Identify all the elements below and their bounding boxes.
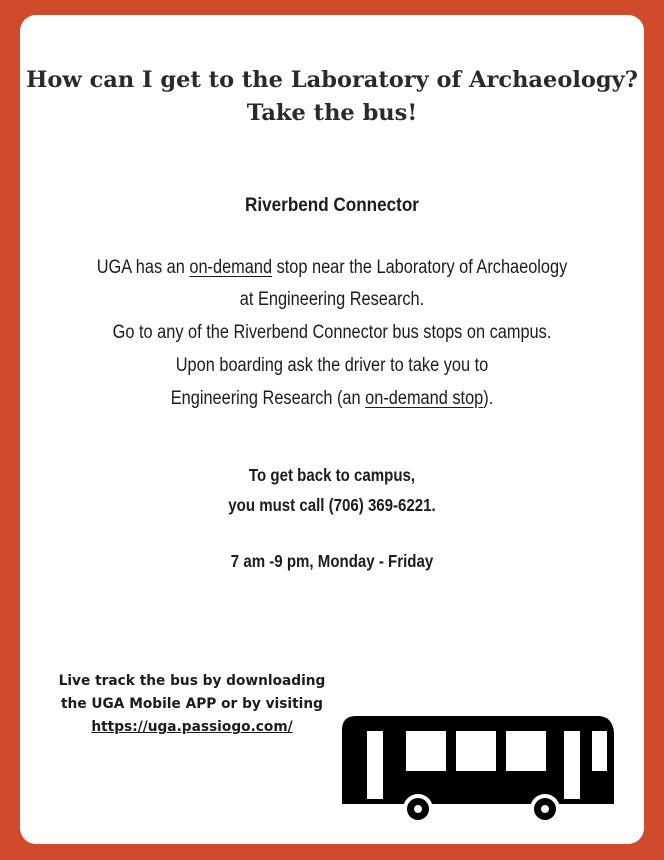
text-segment: UGA has an (96, 257, 190, 278)
text-segment: Engineering Research (an (170, 388, 366, 409)
route-description-line-4: Upon boarding ask the driver to take you to (175, 355, 489, 376)
footer-line-2: the UGA Mobile APP or by visiting (61, 696, 323, 712)
service-hours: 7 am -9 pm, Monday - Friday (230, 551, 434, 571)
text-segment: stop near the Laboratory of Archaeology (272, 257, 568, 278)
return-phone-line: you must call (706) 369-6221. (228, 495, 436, 515)
bus-icon (342, 716, 614, 826)
route-description-line-3: Go to any of the Riverbend Connector bus stops on campus. (112, 322, 552, 343)
page-subtitle: Take the bus! (246, 100, 418, 126)
on-demand-stop-term: on-demand stop (365, 388, 484, 409)
route-heading: Riverbend Connector (245, 195, 419, 216)
passiogo-link[interactable]: https://uga.passiogo.com/ (91, 719, 293, 735)
footer-line-1: Live track the bus by downloading (58, 673, 326, 689)
route-description-line-5 (46, 383, 617, 415)
page-title: How can I get to the Laboratory of Archaeology? (26, 67, 638, 93)
return-info-line-1: To get back to campus, (248, 465, 416, 485)
route-description-line-2: at Engineering Research. (239, 289, 425, 310)
footer-link-line (45, 716, 339, 738)
on-demand-term: on-demand (189, 257, 273, 278)
route-description-line-1 (46, 252, 617, 284)
text-segment: ). (483, 388, 494, 409)
